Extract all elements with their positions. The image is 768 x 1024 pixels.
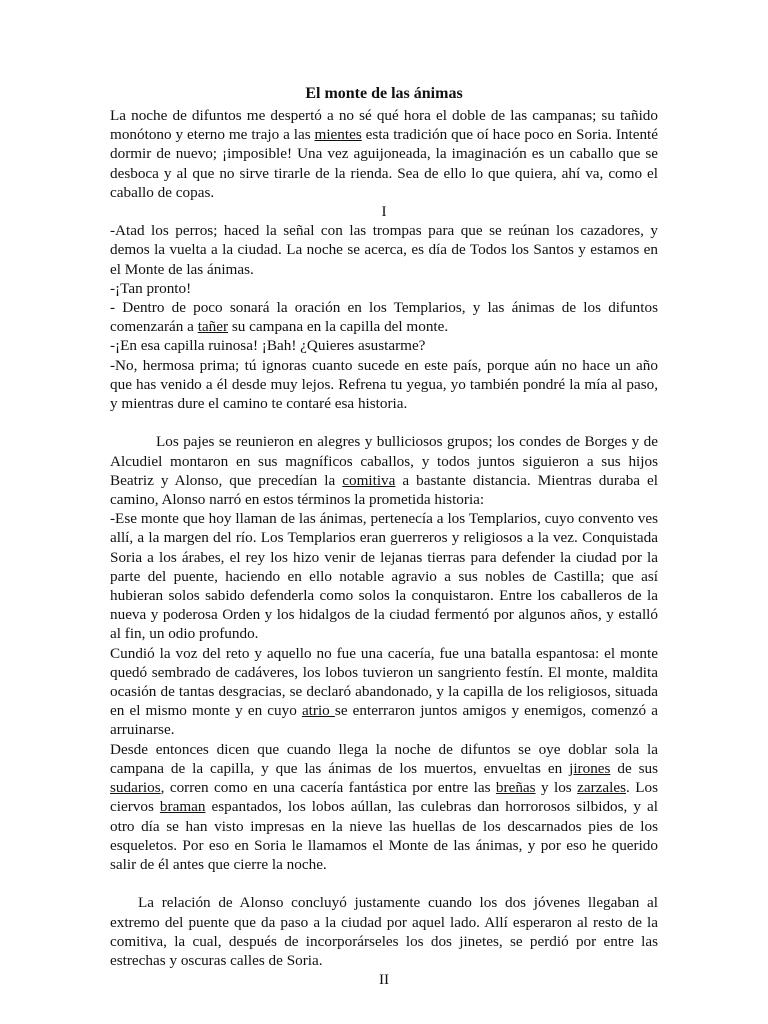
text-run: . Los ciervos bbox=[110, 779, 658, 816]
underlined-word: breñas bbox=[495, 779, 536, 797]
text-run: - Dentro de poco sonará la oración en los Templarios, y las ánimas de los difuntos comenzarán a bbox=[110, 299, 658, 336]
underlined-word: jirones bbox=[569, 759, 611, 777]
paragraph bbox=[110, 336, 658, 355]
text-run: -No, hermosa prima; tú ignoras cuanto sucede en este país, porque aún no hace un año que has venido a él desde muy lejos. Refrena tu yegua, yo también pondré la mía al paso, y mientras dure el camino te contaré esa historia. bbox=[110, 356, 658, 413]
document-title: El monte de las ánimas bbox=[305, 85, 463, 102]
paragraph bbox=[110, 432, 658, 509]
text-run: -Atad los perros; haced la señal con las trompas para que se reúnan los cazadores, y demos la vuelta a la ciudad. La noche se acerca, es día de Todos los Santos y estamos en el Monte de las ánimas. bbox=[110, 222, 658, 278]
text-run: , corren como en una cacería fantástica por entre las bbox=[160, 779, 496, 797]
paragraph bbox=[110, 279, 658, 298]
text-run: II bbox=[378, 971, 390, 989]
underlined-word: comitiva bbox=[342, 471, 396, 489]
text-run: a bastante distancia. Mientras duraba el camino, Alonso narró en estos términos la prometida historia: bbox=[110, 471, 658, 509]
paragraph bbox=[110, 644, 658, 740]
text-run: se enterraron juntos amigos y enemigos, comenzó a arruinarse. bbox=[110, 702, 658, 739]
underlined-word: sudarios bbox=[110, 779, 161, 797]
text-run: y los bbox=[535, 779, 578, 797]
text-run: Desde entonces dicen que cuando llega la noche de difuntos se oye doblar sola la campana de la capilla, y que las ánimas de los muertos, envueltas en bbox=[110, 740, 658, 777]
text-run: de sus bbox=[610, 759, 659, 777]
text-run: La relación de Alonso concluyó justamente cuando los dos jóvenes llegaban al extremo del puente que da paso a la ciudad por aquel lado. Allí esperaron al resto de la comitiva, la cual, después de incorporárseles los dos jinetes, se perdió por entre las estrechas y oscuras calles de Soria. bbox=[110, 894, 658, 969]
document-body bbox=[110, 106, 658, 989]
text-run: su campana en la capilla del monte. bbox=[228, 318, 449, 336]
text-run: esta tradición que oí hace poco en Soria. Intenté dormir de nuevo; ¡imposible! Una vez aguijoneada, la imaginación es un caballo que se desboca y al que no sirve tirarle de la rienda. Sea de ello lo que quiera, ahí va, como el caballo de copas. bbox=[110, 126, 658, 201]
section-heading bbox=[110, 970, 658, 989]
paragraph bbox=[110, 893, 658, 970]
text-run: -Ese monte que hoy llaman de las ánimas, pertenecía a los Templarios, cuyo convento ves allí, a la margen del río. Los Templarios eran guerreros y religiosos a la vez. Conquistada Soria a los árabes, el rey los hizo venir de lejanas tierras para defender la ciudad por la parte del puente, haciendo en ello notable agravio a sus nobles de Castilla; que así hubieran solos sabido defenderla como solos la conquistaron. Entre los caballeros de la nueva y poderosa Orden y los hidalgos de la ciudad fermentó por algunos años, y estalló al fin, un odio profundo. bbox=[110, 510, 658, 643]
text-run: Cundió la voz del reto y aquello no fue una cacería, fue una batalla espantosa: el monte quedó sembrado de cadáveres, los lobos tuvieron un sangriento festín. El monte, maldita ocasión de tantas desgracias, se declaró abandonado, y la capilla de los religiosos, situada en el mismo monte y en cuyo bbox=[110, 644, 658, 720]
underlined-word: atrio bbox=[301, 702, 335, 720]
document-page bbox=[110, 82, 658, 989]
text-run: I bbox=[381, 203, 387, 221]
blank-line bbox=[110, 874, 658, 893]
paragraph bbox=[110, 106, 658, 202]
paragraph bbox=[110, 509, 658, 643]
underlined-word: braman bbox=[159, 798, 206, 816]
paragraph bbox=[110, 356, 658, 414]
paragraph bbox=[110, 221, 658, 279]
paragraph bbox=[110, 740, 658, 874]
blank-line bbox=[110, 413, 658, 432]
underlined-word: mientes bbox=[314, 126, 362, 144]
text-run: espantados, los lobos aúllan, las culebras dan horrorosos silbidos, y al otro día se han visto impresas en la nieve las huellas de los descarnados pies de los esqueletos. Por eso en Soria le llamamos el Monte de las ánimas, y por eso he querido salir de él antes que cierre la noche. bbox=[110, 798, 659, 873]
paragraph bbox=[110, 298, 658, 336]
section-heading bbox=[110, 202, 658, 221]
text-run: -¡Tan pronto! bbox=[110, 279, 192, 297]
text-run: -¡En esa capilla ruinosa! ¡Bah! ¿Quieres asustarme? bbox=[110, 337, 426, 355]
text-run: La noche de difuntos me despertó a no sé qué hora el doble de las campanas; su tañido monótono y eterno me trajo a las bbox=[110, 107, 658, 144]
underlined-word: tañer bbox=[197, 318, 229, 336]
underlined-word: zarzales bbox=[577, 779, 627, 797]
text-run: Los pajes se reunieron en alegres y bulliciosos grupos; los condes de Borges y de Alcudiel montaron en sus magníficos caballos, y todos juntos siguieron a sus hijos Beatriz y Alonso, que precedían la bbox=[110, 433, 658, 489]
